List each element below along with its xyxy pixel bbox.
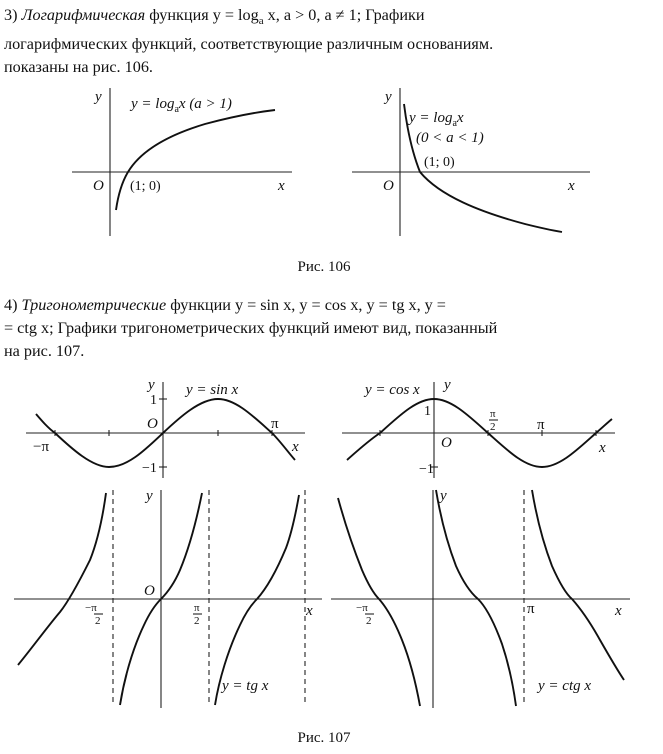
formula-tail: x, a > 0, a ≠ 1; Графики — [267, 6, 425, 24]
label-minus-half-pi-den: 2 — [366, 615, 372, 627]
label-half-pi-den: 2 — [490, 421, 496, 433]
label-half-pi-num: π — [490, 408, 496, 420]
cot-branch-3 — [532, 490, 624, 680]
label-pi: π — [527, 601, 535, 617]
formula-text: функции y = sin x, y = cos x, y = tg x, y = — [170, 296, 446, 314]
label-minus-1: −1 — [142, 461, 157, 476]
x-axis-label: x — [599, 440, 606, 456]
label-pi: π — [271, 416, 279, 432]
tan-graph — [14, 488, 322, 708]
formula-label: $y = \log_ax$ — [409, 110, 464, 129]
formula-subscript: a — [258, 15, 264, 28]
y-axis-label: y — [440, 488, 447, 504]
term-trigonometric: Тригонометрические — [21, 296, 167, 314]
item-number: 4) — [4, 296, 18, 314]
label-minus-1: −1 — [419, 462, 434, 477]
origin-label: O — [144, 583, 155, 599]
x-axis-label: x — [292, 439, 299, 455]
x-axis-label: x — [615, 603, 622, 619]
y-axis-label: y — [146, 488, 153, 504]
point-label: (1; 0) — [130, 179, 161, 194]
label-minus-half-pi-num: −π — [356, 602, 368, 614]
term-logarithmic: Логарифмическая — [21, 6, 146, 24]
y-axis-label: y — [385, 89, 392, 105]
section-3-line-2: логарифмических функций, соответствующие различным основаниям. — [4, 35, 494, 54]
formula-label: y = sin x — [186, 382, 239, 398]
label-minus-half-pi-num: −π — [85, 602, 97, 614]
tan-branch-3 — [215, 495, 299, 705]
y-axis-label: y — [95, 89, 102, 105]
y-axis-label: y — [444, 377, 451, 393]
y-axis-label: y — [148, 377, 155, 393]
point-label: (1; 0) — [424, 155, 455, 170]
formula-text: функция y = log — [149, 6, 259, 24]
label-half-pi-den: 2 — [194, 615, 200, 627]
label-minus-pi: −π — [33, 439, 50, 455]
cot-branch-2 — [436, 490, 516, 706]
label-minus-half-pi-den: 2 — [95, 615, 101, 627]
formula-label: y = cos x — [365, 382, 420, 398]
label-pi: π — [537, 417, 545, 433]
cot-branch-1 — [338, 498, 420, 706]
section-3-line-3: показаны на рис. 106. — [4, 58, 153, 77]
condition-label: (0 < a < 1) — [416, 130, 484, 146]
origin-label: O — [93, 178, 104, 194]
origin-label: O — [441, 435, 452, 451]
label-1: 1 — [424, 404, 431, 419]
tan-branch-1 — [18, 493, 106, 665]
section-4-line-2: = ctg x; Графики тригонометрических функций имеют вид, показанный — [4, 319, 498, 337]
origin-label: O — [383, 178, 394, 194]
label-1: 1 — [150, 393, 157, 408]
item-number: 3) — [4, 6, 18, 24]
formula-label: y = tg x — [222, 678, 269, 694]
figure-106-caption: Рис. 106 — [297, 259, 351, 275]
formula-label: y = ctg x — [538, 678, 592, 694]
origin-label: O — [147, 416, 158, 432]
x-axis-label: x — [278, 178, 285, 194]
label-half-pi-num: π — [194, 602, 200, 614]
x-axis-label: x — [568, 178, 575, 194]
cot-graph — [331, 488, 630, 708]
sin-graph — [26, 377, 305, 478]
section-4-line-3: на рис. 107. — [4, 342, 85, 360]
x-axis-label: x — [306, 603, 313, 619]
formula-label: $y = \log_ax$ (a > 1) — [131, 96, 232, 115]
cos-graph — [342, 377, 615, 478]
figure-107-caption: Рис. 107 — [297, 730, 351, 746]
